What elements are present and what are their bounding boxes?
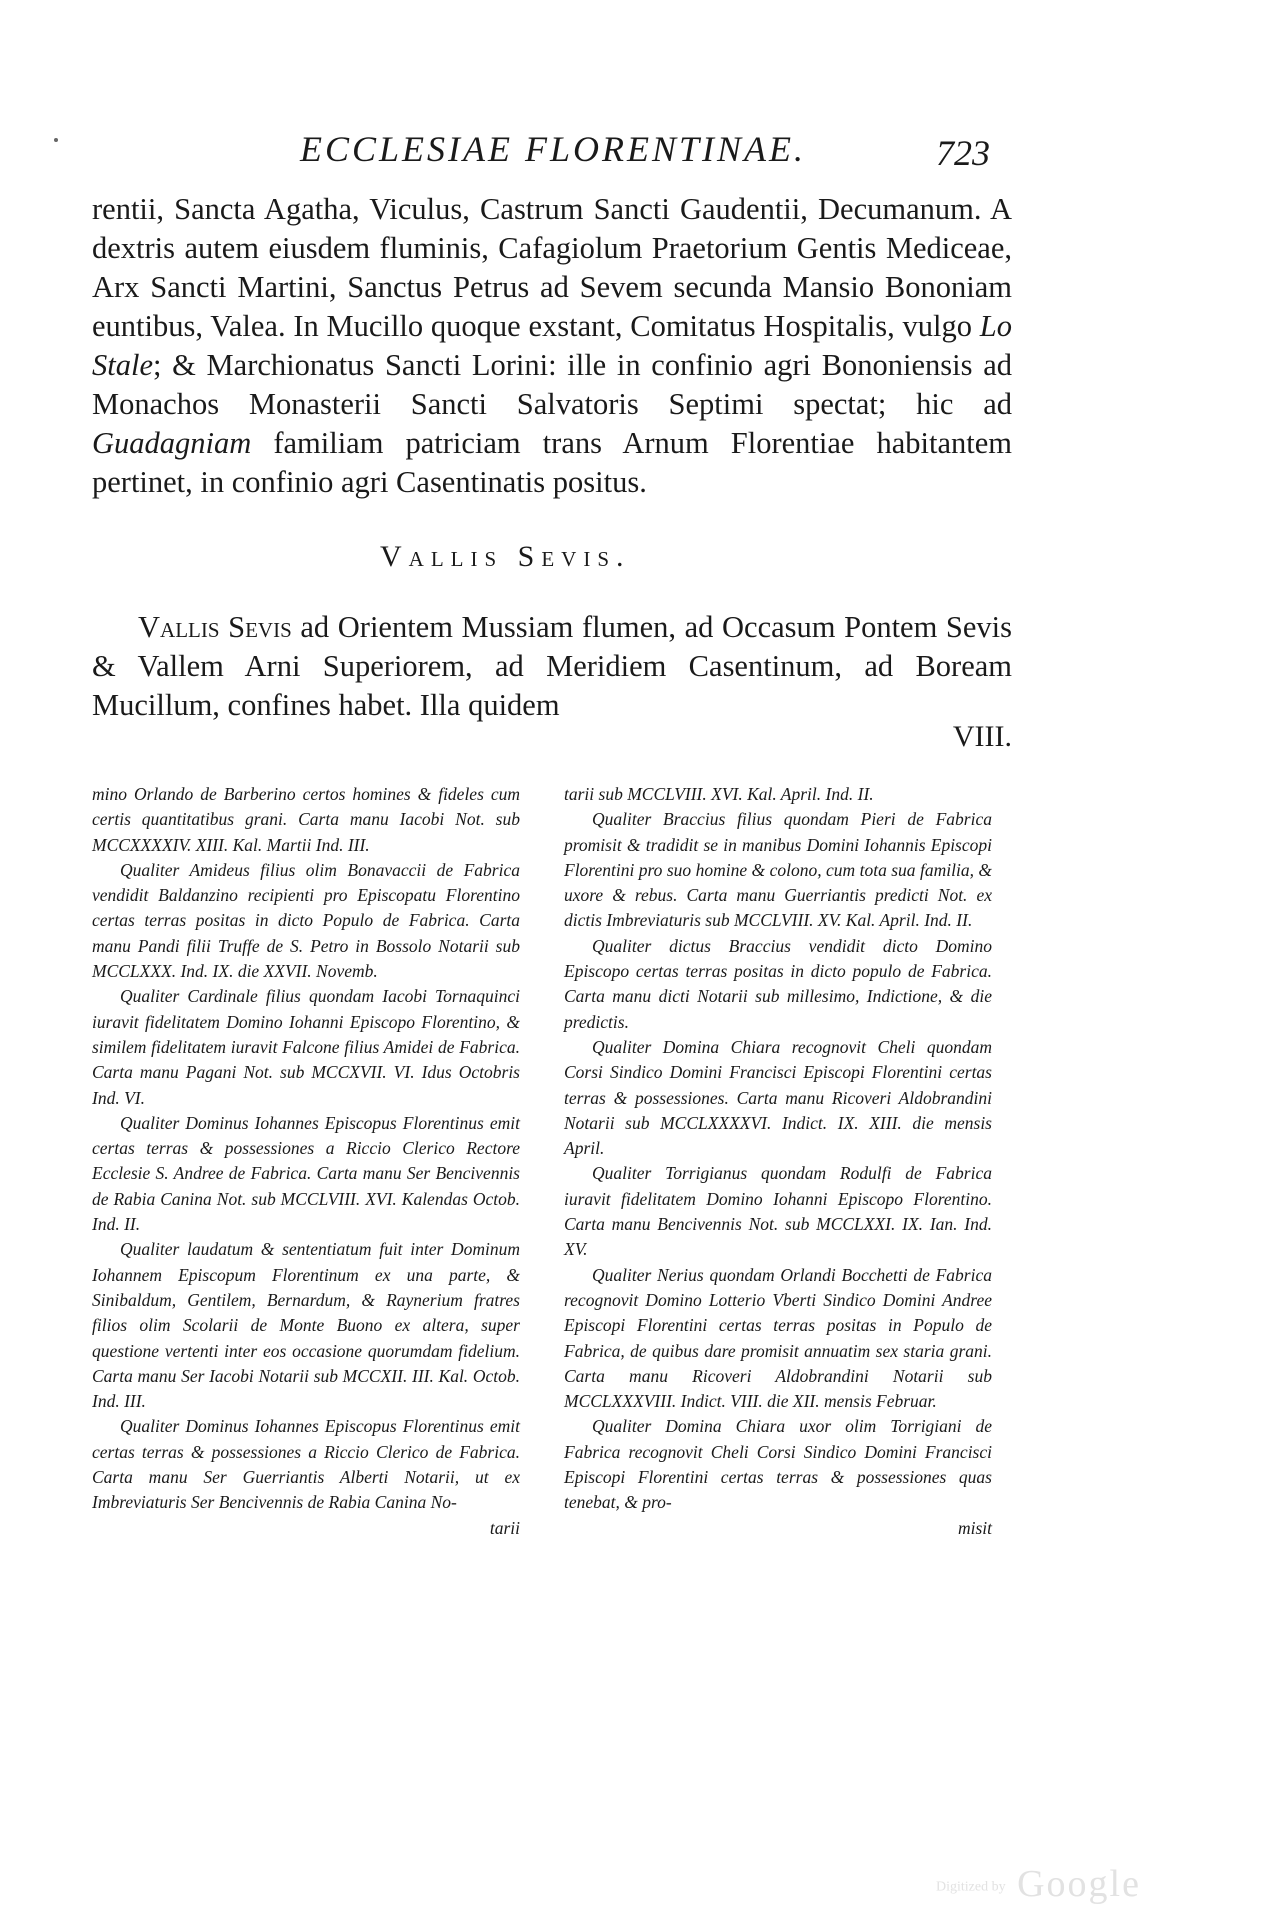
- section-text: ad Orientem Mussiam flumen, ad Occasum Pontem Sevis & Vallem Arni Superiorem, ad Meridiem Casentinum, ad Boream Mucillum, confines habet. Illa quidem: [92, 610, 1012, 722]
- note-paragraph: Qualiter Dominus Iohannes Episcopus Florentinus emit certas terras & possessiones a Riccio Clerico Rectore Ecclesie S. Andree de Fabrica. Carta manu Ser Bencivennis de Rabia Canina Not. sub MCCLVIII. XVI. Kalendas Octob. Ind. II.: [92, 1112, 520, 1235]
- note-paragraph: Qualiter Cardinale filius quondam Iacobi Tornaquinci iuravit fidelitatem Domino Iohanni Episcopo Florentino, & similem fidelitatem iuravit Falcone filius Amidei de Fabrica. Carta manu Pagani Not. sub MCCXVII. VI. Idus Octobris Ind. VI.: [92, 986, 520, 1108]
- ink-speck: [54, 138, 58, 142]
- note-paragraph: mino Orlando de Barberino certos homines & fideles cum certis quantitatibus grani. Carta manu Iacobi Not. sub MCCXXXXIV. XIII. Kal. Martii Ind. III.: [92, 784, 520, 855]
- section-lead: Vallis Sevis: [138, 610, 292, 644]
- note-paragraph: Qualiter Domina Chiara uxor olim Torrigiani de Fabrica recognovit Cheli Corsi Sindico Domini Francisci Episcopi Florentini certas terras & possessiones quas tenebat, & pro-: [564, 1416, 992, 1513]
- page-catchword: VIII.: [952, 720, 1012, 753]
- main-paragraph: rentii, Sancta Agatha, Viculus, Castrum Sancti Gaudentii, Decumanum. A dextris autem eiusdem fluminis, Cafagiolum Praetorium Gentis Mediceae, Arx Sancti Martini, Sanctus Petrus ad Sevem secunda Mansio Bononiam euntibus, Valea. In Mucillo quoque exstant, Comitatus Hospitalis, vulgo Lo Stale; & Marchionatus Sancti Lorini: ille in confinio agri Bononiensis ad Monachos Monasterii Sancti Salvatoris Septimi spectat; hic ad Guadagniam familiam patriciam trans Arnum Florentiae habitantem pertinet, in confinio agri Casentinatis positus.: [92, 192, 1012, 499]
- running-title: ECCLESIAE FLORENTINAE.: [300, 129, 806, 169]
- section-heading: Vallis Sevis.: [380, 540, 631, 573]
- note-paragraph: tarii sub MCCLVIII. XVI. Kal. April. Ind. II.: [564, 784, 874, 804]
- note-paragraph: Qualiter Domina Chiara recognovit Cheli quondam Corsi Sindico Domini Francisci Episcopi Florentini certas terras & possessiones. Carta manu Ricoveri Aldobrandini Notarii sub MCCLXXXXVI. Indict. IX. XIII. die mensis April.: [564, 1036, 992, 1159]
- notes-column-left: [92, 782, 520, 1541]
- digitized-watermark: [936, 1862, 1141, 1906]
- note-paragraph: Qualiter Amideus filius olim Bonavaccii de Fabrica vendidit Baldanzino recipienti pro Episcopatu Florentino certas terras positas in dicto Populo de Fabrica. Carta manu Pandi filii Truffe de S. Petro in Bossolo Notarii sub MCCLXXX. Ind. IX. die XXVII. Novemb.: [92, 859, 520, 982]
- note-paragraph: Qualiter Dominus Iohannes Episcopus Florentinus emit certas terras & possessiones a Riccio Clerico de Fabrica. Carta manu Ser Guerriantis Alberti Notarii, ut ex Imbreviaturis Ser Bencivennis de Rabia Canina No-: [92, 1416, 520, 1513]
- note-paragraph: Qualiter dictus Braccius vendidit dicto Domino Episcopo certas terras positas in dicto populo de Fabrica. Carta manu dicti Notarii sub millesimo, Indictione, & die predictis.: [564, 935, 992, 1032]
- watermark-brand: Google: [1017, 1863, 1141, 1905]
- notes-right-catchword: misit: [957, 1517, 992, 1538]
- main-text: [92, 190, 1012, 502]
- note-paragraph: Qualiter Braccius filius quondam Pieri de Fabrica promisit & tradidit se in manibus Domini Iohannis Episcopi Florentini pro suo homine & colono, cum tota sua familia, & uxore & rebus. Carta manu Guerriantis predicti Not. ex dictis Imbreviaturis sub MCCLVIII. XV. Kal. April. Ind. II.: [564, 809, 992, 931]
- page-header: [300, 128, 990, 178]
- notes-left-catchword: tarii: [489, 1517, 520, 1538]
- notes-column-right: [564, 782, 992, 1541]
- page-number: 723: [936, 133, 990, 173]
- section-paragraph: [92, 608, 1012, 725]
- note-paragraph: Qualiter laudatum & sententiatum fuit inter Dominum Iohannem Episcopum Florentinum ex una parte, & Sinibaldum, Gentilem, Bernardum, & Raynerium fratres filios olim Scolarii de Monte Buono ex altera, super questione vertenti inter eos occasione quorumdam fidelium. Carta manu Ser Iacobi Notarii sub MCCXII. III. Kal. Octob. Ind. III.: [92, 1239, 520, 1412]
- note-paragraph: Qualiter Nerius quondam Orlandi Bocchetti de Fabrica recognovit Domino Lotterio Vberti Sindico Domini Andree Episcopi Florentini certas terras positas in Populo de Fabrica, de quibus dare promisit annuatim sex staria grani. Carta manu Ricoveri Aldobrandini Notarii sub MCCLXXXVIII. Indict. VIII. die XII. mensis Februar.: [564, 1264, 992, 1412]
- note-paragraph: Qualiter Torrigianus quondam Rodulfi de Fabrica iuravit fidelitatem Domino Iohanni Episcopo Florentino. Carta manu Bencivennis Not. sub MCCLXXI. IX. Ian. Ind. XV.: [564, 1163, 992, 1260]
- watermark-small-text: Digitized by: [936, 1879, 1006, 1895]
